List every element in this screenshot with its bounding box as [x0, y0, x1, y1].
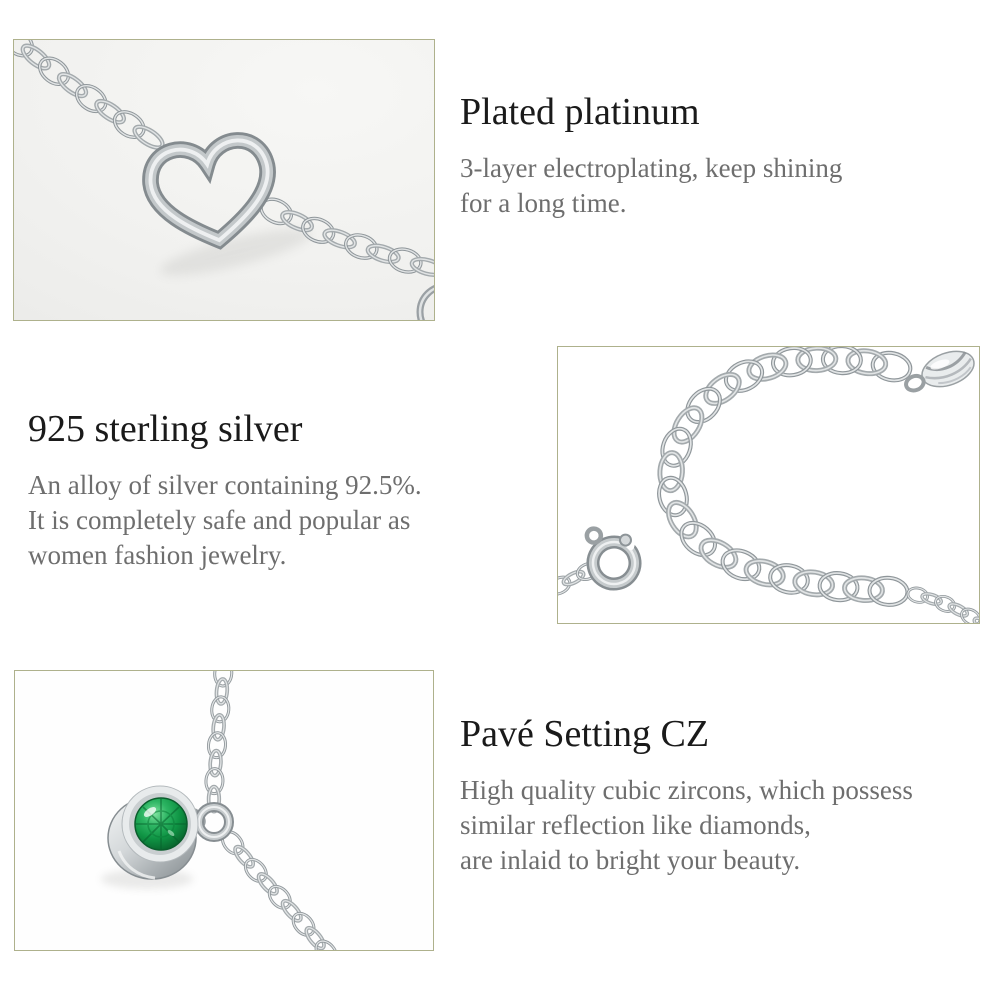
body-line: It is completely safe and popular as	[28, 505, 411, 535]
body-line: are inlaid to bright your beauty.	[460, 845, 801, 875]
product-photo-cz-charm	[14, 670, 434, 951]
section-body	[460, 151, 842, 221]
bail-ring-icon	[199, 807, 229, 837]
section-heading: Pavé Setting CZ	[460, 713, 710, 755]
section-sterling-silver	[28, 405, 422, 573]
heart-charm-icon	[146, 136, 277, 249]
product-photo-heart-charm	[13, 39, 435, 321]
body-line: High quality cubic zircons, which possess	[460, 775, 913, 805]
green-cz-charm-icon	[108, 786, 198, 879]
teardrop-charm-icon	[900, 347, 979, 399]
section-heading: 925 sterling silver	[28, 408, 303, 450]
spring-ring-clasp-icon	[586, 520, 646, 588]
extender-photo-graphic	[558, 347, 979, 623]
body-line: 3-layer electroplating, keep shining	[460, 153, 843, 183]
body-line: for a long time.	[460, 188, 627, 218]
body-line: An alloy of silver containing 92.5%.	[28, 470, 422, 500]
section-body	[28, 468, 422, 573]
product-photo-extender-chain	[557, 346, 980, 624]
heart-photo-graphic	[14, 40, 434, 320]
section-pave-setting-cz	[460, 710, 913, 878]
section-body	[460, 773, 913, 878]
body-line: similar reflection like diamonds,	[460, 810, 811, 840]
cz-photo-graphic	[15, 671, 433, 950]
facet-lines	[136, 799, 186, 849]
body-line: women fashion jewelry.	[28, 540, 287, 570]
section-plated-platinum	[460, 88, 842, 221]
section-heading: Plated platinum	[460, 91, 700, 133]
